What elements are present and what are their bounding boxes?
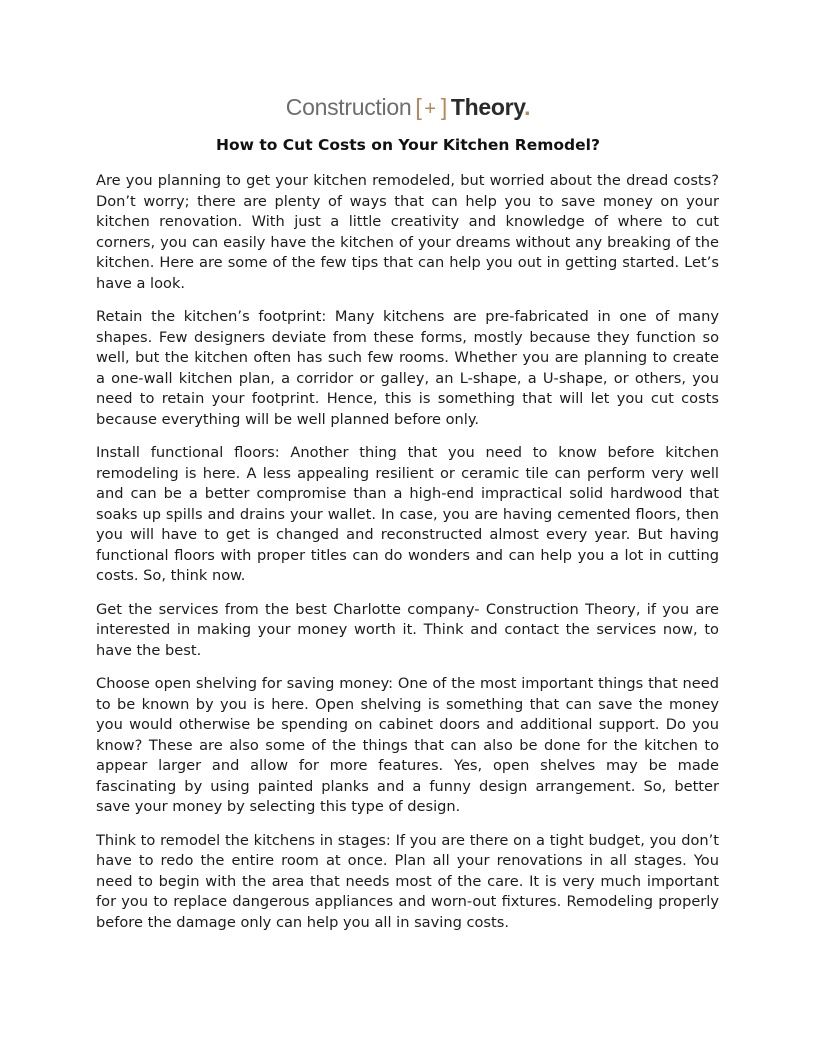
paragraph-stages: Think to remodel the kitchens in stages: If you are there on a tight budget, you don’t have to redo the entire room at once. Plan all your renovations in all stages. You need to begin with the area that needs most of the care. It is very much important for you to replace dangerous appliances and worn-out fixtures. Remodeling properly before the damage only can help you all in saving costs. xyxy=(96,831,719,931)
logo-bracket-close: ] xyxy=(440,94,447,120)
logo-word-construction: Construction xyxy=(285,94,412,120)
article-body xyxy=(96,171,719,946)
paragraph-footprint: Retain the kitchen’s footprint: Many kitchens are pre-fabricated in one of many shapes. Few designers deviate from these forms, mostly because they function so well, but the kitchen often has such few rooms. Whether you are planning to create a one-wall kitchen plan, a corridor or galley, an L-shape, a U-shape, or others, you need to retain your footprint. Hence, this is something that will let you cut costs because everything will be well planned before only. xyxy=(96,308,719,428)
logo-bracket-open: [ xyxy=(415,94,422,120)
logo-plus-icon: + xyxy=(424,98,436,120)
company-logo xyxy=(0,93,816,123)
logo-word-theory: Theory xyxy=(450,94,525,120)
page-title: How to Cut Costs on Your Kitchen Remodel? xyxy=(216,136,600,154)
paragraph-floors: Install functional floors: Another thing that you need to know before kitchen remodeling is here. A less appealing resilient or ceramic tile can perform very well and can be a better compromise than a high-end impractical solid hardwood that soaks up spills and drains your wallet. In case, you are having cemented floors, then you will have to get is changed and reconstructed almost every year. But having functional floors with proper titles can do wonders and can help you a lot in cutting costs. So, think now. xyxy=(96,444,719,584)
paragraph-services: Get the services from the best Charlotte company- Construction Theory, if you are interested in making your money worth it. Think and contact the services now, to have the best. xyxy=(96,600,719,659)
logo-dot: . xyxy=(524,94,531,120)
paragraph-intro: Are you planning to get your kitchen remodeled, but worried about the dread costs? Don’t worry; there are plenty of ways that can help you to save money on your kitchen renovation. With just a little creativity and knowledge of where to cut corners, you can easily have the kitchen of your dreams without any breaking of the kitchen. Here are some of the few tips that can help you out in getting started. Let’s have a look. xyxy=(96,172,719,292)
paragraph-shelving: Choose open shelving for saving money: One of the most important things that need to be known by you is here. Open shelving is something that can save the money you would otherwise be spending on cabinet doors and additional support. Do you know? These are also some of the things that can also be done for the kitchen to appear larger and allow for more features. Yes, open shelves may be made fascinating by using painted planks and a funny design arrangement. So, better save your money by selecting this type of design. xyxy=(96,675,719,815)
